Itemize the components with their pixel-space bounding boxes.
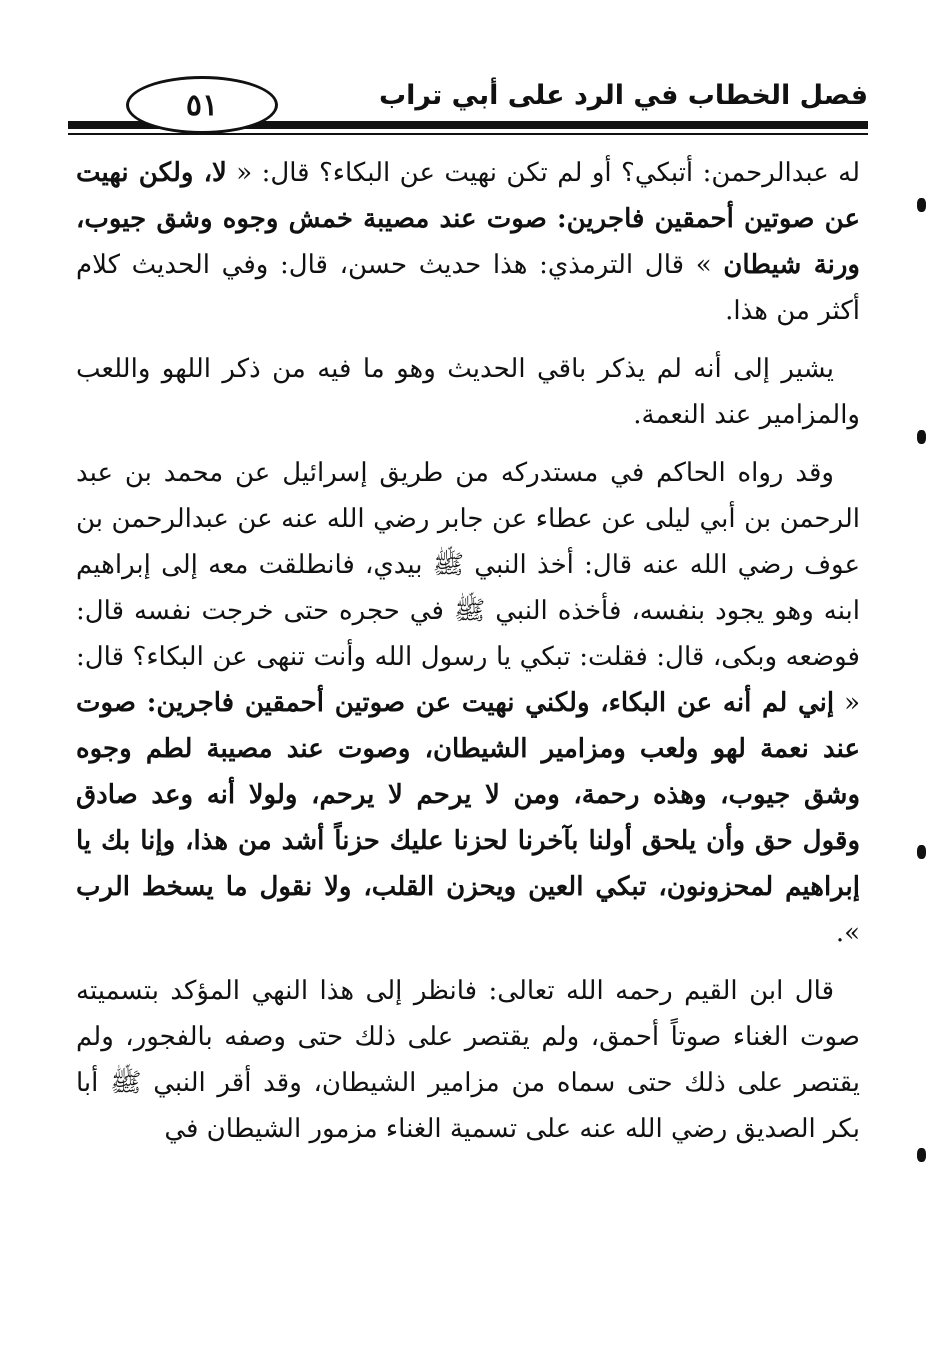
text-run: » قال الترمذي: هذا حديث حسن، قال: وفي الحديث كلام أكثر من هذا. <box>76 250 860 326</box>
book-title: فصل الخطاب في الرد على أبي تراب <box>378 80 868 111</box>
text-run: قال ابن القيم رحمه الله تعالى: فانظر إلى هذا النهي المؤكد بتسميته صوت الغناء صوتاً أحمق، ولم يقتصر على ذلك حتى وصفه بالفجور، ولم يقتصر على ذلك حتى سماه من مزامير الشيطان، وقد أقر النبي ﷺ أبا بكر الصديق رضي الله عنه على تسمية الغناء مزمور الشيطان في <box>76 976 860 1144</box>
margin-mark <box>917 430 926 444</box>
paragraph-2 <box>76 346 860 438</box>
page-body <box>76 150 860 1164</box>
hadith-quote: لا، ولكن نهيت عن صوتين أحمقين فاجرين: صوت عند مصيبة خمش وجوه وشق جيوب، ورنة شيطان <box>76 158 860 280</box>
page-number: ٥١ <box>126 76 278 134</box>
hadith-quote: إني لم أنه عن البكاء، ولكني نهيت عن صوتين أحمقين فاجرين: صوت عند نعمة لهو ولعب ومزامير الشيطان، وصوت عند مصيبة لطم وجوه وشق جيوب، وهذه رحمة، ومن لا يرحم لا يرحم، ولولا أنه وعد صادق وقول حق وأن يلحق أولنا بآخرنا لحزنا عليك حزناً أشد من هذا، وإنا بك يا إبراهيم لمحزونون، تبكي العين ويحزن القلب، ولا نقول ما يسخط الرب <box>76 688 860 902</box>
text-run: يشير إلى أنه لم يذكر باقي الحديث وهو ما فيه من ذكر اللهو واللعب والمزامير عند النعمة. <box>76 354 860 430</box>
text-run: وقد رواه الحاكم في مستدركه من طريق إسرائيل عن محمد بن عبد الرحمن بن أبي ليلى عن عطاء عن جابر رضي الله عنه عن عبدالرحمن بن عوف رضي الله عنه قال: أخذ النبي ﷺ بيدي، فانطلقت معه إلى إبراهيم ابنه وهو يجود بنفسه، فأخذه النبي ﷺ في حجره حتى خرجت نفسه قال: فوضعه وبكى، قال: فقلت: تبكي يا رسول الله وأنت تنهى عن البكاء؟ قال: « <box>76 458 861 718</box>
text-run: ». <box>835 918 860 948</box>
margin-mark <box>917 198 926 212</box>
text-run: له عبدالرحمن: أتبكي؟ أو لم تكن نهيت عن البكاء؟ قال: « <box>226 158 860 188</box>
paragraph-4 <box>76 968 860 1152</box>
paragraph-1 <box>76 150 860 334</box>
margin-mark <box>917 1148 926 1162</box>
margin-mark <box>917 845 926 859</box>
paragraph-3 <box>76 450 860 956</box>
page-header <box>68 72 868 136</box>
